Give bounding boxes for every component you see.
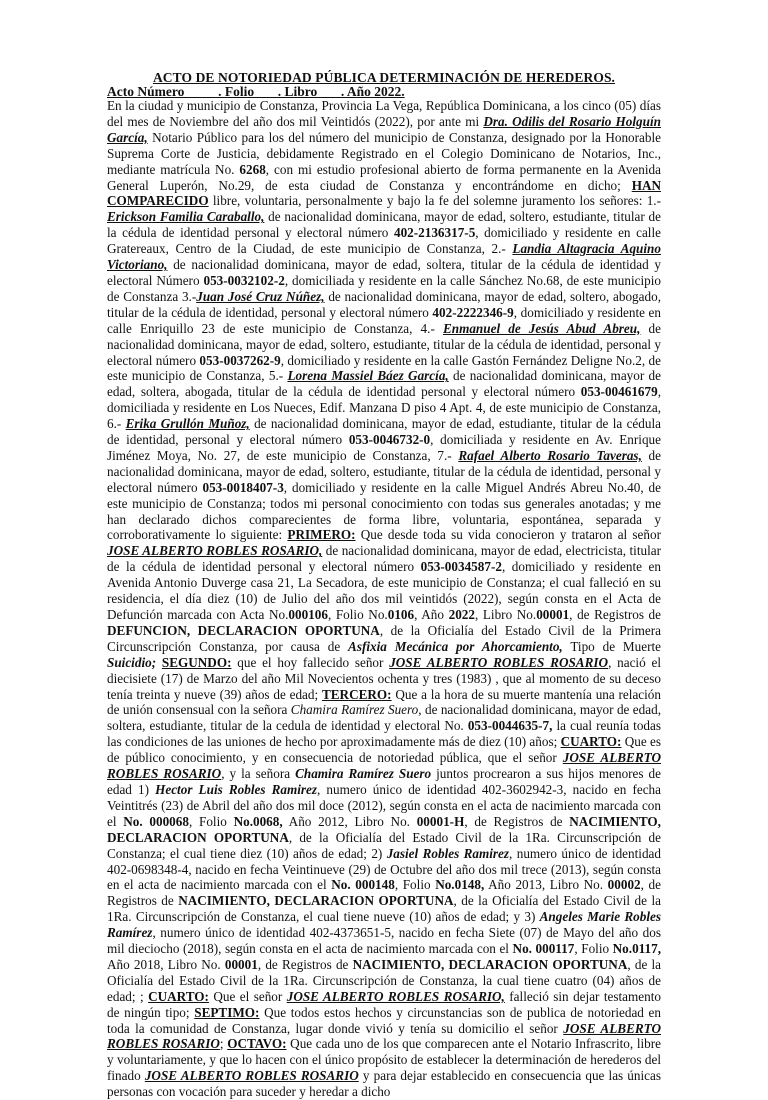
- body-segment: , domiciliada y residente en Av. Enrique Jiménez Moya, No. 27, de este municipio de Constanza, 7.-: [107, 432, 661, 463]
- body-segment: Tipo de Muerte: [562, 638, 662, 654]
- body-segment: , Libro No.: [474, 607, 537, 622]
- body-segment: , de la Oficialía del Estado Civil de la 1Ra. Circunscripción de Constanza, el cual tiene nueve (10) años de edad; y 3): [107, 893, 661, 925]
- body-segment: 2022: [448, 607, 475, 622]
- body-segment: Hector Luis Robles Ramirez: [155, 781, 318, 797]
- body-segment: En la ciudad y municipio de Constanza, Provincia La Vega, República Dominicana, a los cinco (05) días del mes de Noviembre del año dos mil Veintidós (2022), por ante mi: [107, 98, 661, 129]
- body-segment: y para dejar establecido en consecuencia que las únicas personas con vocación para suceder y heredar a dicho: [107, 1068, 661, 1100]
- body-segment: No.0148,: [435, 877, 485, 893]
- body-segment: , de la Oficialía del Estado Civil de la Primera Circunscripción Constanza, por causa de: [107, 622, 661, 654]
- body-segment: , Folio: [574, 941, 613, 957]
- body-segment: 053-0032102-2: [203, 272, 285, 288]
- body-segment: , de Registros de: [257, 956, 353, 972]
- body-segment: Lorena Massiel Báez García,: [287, 368, 449, 384]
- body-segment: Enmanuel de Jesús Abud Abreu,: [442, 320, 641, 336]
- body-segment: , nació el diecisiete (17) de Marzo del año Mil Novecientos ochenta y tres (1983) , que al momento de su deceso tenía treinta y nueve (39) años de edad;: [107, 654, 661, 702]
- body-segment: , numero único de identidad 402-3602942-3, nacido en fecha Veintitrés (23) de Abril del año dos mil doce (2012), según consta en el acta de nacimiento marcada con el: [107, 781, 661, 829]
- body-segment: Suicidio;: [107, 654, 157, 670]
- body-segment: 053-00461679: [580, 384, 658, 400]
- body-segment: 053-0018407-3: [202, 479, 284, 495]
- body-segment: juntos procrearon a sus hijos menores de edad 1): [107, 766, 661, 797]
- body-segment: libre, voluntaria, personalmente y bajo la fe del solemne juramento los señores: 1.-: [208, 193, 661, 209]
- body-segment: de nacionalidad dominicana, mayor de edad, soltera, abogada, titular de la cédula de identidad personal y electoral número: [107, 368, 661, 400]
- body-segment: , domiciliado y residente en la calle Miguel Andrés Abreu No.40, de este municipio de Constanza; todos mi personal conocimiento con todas sus generales anotadas; y me han declarado dichos comparecientes de forma libre, voluntaria, espontánea, separada y corroborativamente lo siguiente:: [107, 479, 661, 543]
- body-segment: 0106: [387, 607, 415, 622]
- document-title: ACTO DE NOTORIEDAD PÚBLICA DETERMINACIÓN DE HEREDEROS.: [152, 70, 616, 85]
- body-segment: Asfixia Mecánica por Ahorcamiento,: [348, 638, 563, 654]
- body-segment: Que a la hora de su muerte mantenía una relación de unión consensual con la señora: [107, 686, 661, 718]
- body-segment: Jasiel Robles Ramirez: [386, 845, 510, 861]
- body-segment: 402-2222346-9: [432, 304, 514, 320]
- body-segment: JOSE ALBERTO ROBLES ROSARIO,: [286, 988, 505, 1004]
- body-segment: NACIMIENTO, DECLARACION OPORTUNA: [178, 893, 454, 909]
- body-segment: 053-0034587-2: [420, 559, 502, 575]
- body-segment: Que el señor: [208, 988, 287, 1004]
- body-segment: , con mi estudio profesional abierto de forma permanente en la Avenida General Luperón, No.29, de esta ciudad de Constanza y encontrándome en dicho;: [107, 161, 661, 193]
- body-segment: No.0117,: [612, 941, 662, 957]
- body-segment: la cual reunía todas las condiciones de las uniones de hecho por aproximadamente más de diez (10) años;: [107, 718, 661, 750]
- body-segment: , domiciliado y residente en calle Enriquillo 23 de este municipio de Constanza, 4.-: [107, 304, 661, 336]
- body-segment: falleció sin dejar testamento de ningún tipo;: [107, 988, 661, 1020]
- body-segment: , domiciliado y residente en calle Gratereaux, Centro de la Ciudad, de este municipio de Constanza, 2.-: [107, 225, 661, 257]
- body-segment: OCTAVO:: [227, 1036, 287, 1052]
- body-segment: SEGUNDO:: [161, 654, 232, 670]
- body-segment: CUARTO:: [148, 988, 209, 1004]
- body-segment: , Folio No.: [327, 607, 388, 622]
- body-segment: , Año: [414, 607, 449, 622]
- body-segment: No.0068,: [233, 813, 283, 829]
- body-segment: , domiciliada y residente en la calle Sánchez No.68, de este municipio de Constanza 3.-: [107, 272, 661, 304]
- body-segment: TERCERO:: [321, 686, 392, 702]
- body-segment: de nacionalidad dominicana, mayor de edad, soltero, estudiante, titular de la cédula de identidad personal y electoral número: [107, 209, 661, 241]
- body-segment: Erika Grullón Muñoz,: [125, 416, 250, 432]
- body-segment: JOSE ALBERTO ROBLES ROSARIO: [389, 654, 609, 670]
- body-segment: 000106: [288, 607, 328, 622]
- body-segment: de nacionalidad dominicana, mayor de edad, soltera, titular de la cédula de identidad y electoral Número: [107, 257, 661, 288]
- body-segment: Que todos estos hechos y circunstancias son de publica de notoriedad en toda la comunidad de Constanza, lugar donde vivió y tenía su domicilio el señor: [107, 1004, 662, 1036]
- body-segment: , numero único de identidad 402-4373651-5, nacido en fecha Siete (07) de Mayo del año dos mil dieciocho (2018), según consta en el acta de nacimiento marcada con el: [107, 925, 661, 957]
- body-segment: NACIMIENTO, DECLARACION OPORTUNA: [352, 956, 628, 972]
- body-segment: Chamira Ramírez Suero: [290, 702, 419, 718]
- body-segment: Año 2012, Libro No.: [282, 813, 417, 829]
- body-segment: DEFUNCION, DECLARACION OPORTUNA: [107, 622, 380, 638]
- body-segment: de nacionalidad dominicana, mayor de edad, soltero, abogado, titular de la cédula de identidad, personal y electoral número: [107, 288, 661, 320]
- body-segment: , Folio: [394, 877, 436, 893]
- body-segment: 053-0046732-0: [348, 432, 431, 448]
- body-segment: Que cada uno de los que comparecen ante el Notario Infrascrito, libre y voluntariamente, y que lo hacen con el único propósito de establecer la determinación de herederos del finado: [107, 1036, 661, 1084]
- body-segment: de nacionalidad dominicana, mayor de edad, electricista, titular de la cédula de identidad personal y electoral número: [107, 543, 661, 575]
- body-segment: PRIMERO:: [287, 527, 356, 543]
- document-body: [107, 98, 661, 1100]
- body-segment: 00001: [224, 956, 258, 972]
- body-segment: SEPTIMO:: [194, 1004, 260, 1020]
- body-segment: Chamira Ramírez Suero: [295, 766, 432, 782]
- body-segment: 053-0037262-9: [199, 352, 281, 368]
- body-segment: , de la Oficialía del Estado Civil de la 1Ra. Circunscripción de Constanza; el cual tiene diez (10) años de edad; 2): [107, 829, 661, 861]
- body-segment: Landia Altagracia Aquino Victoriano,: [107, 241, 661, 273]
- body-segment: Rafael Alberto Rosario Taveras,: [458, 447, 642, 463]
- body-segment: CUARTO:: [560, 734, 622, 750]
- body-segment: 00002: [607, 877, 641, 893]
- body-segment: No. 000068: [123, 813, 189, 829]
- body-segment: Juan José Cruz Núñez,: [196, 288, 325, 304]
- body-segment: HAN COMPARECIDO: [107, 177, 661, 209]
- body-segment: 402-2136317-5: [393, 225, 476, 241]
- body-segment: 00001: [536, 607, 570, 622]
- body-segment: Año 2018, Libro No.: [107, 956, 225, 972]
- body-segment: No. 000117: [512, 941, 575, 957]
- body-segment: 00001-H: [416, 813, 465, 829]
- body-segment: Erickson Familia Caraballo,: [107, 209, 265, 225]
- body-segment: de nacionalidad dominicana, mayor de edad, estudiante, titular de la cédula de identidad, personal y electoral número: [107, 416, 661, 448]
- body-segment: , numero único de identidad 402-0698348-4, nacido en fecha Veintinueve (29) de Octubre del año dos mil trece (2013), según consta en el acta de nacimiento marcada con el: [107, 845, 662, 893]
- body-segment: JOSE ALBERTO ROBLES ROSARIO,: [107, 543, 323, 559]
- body-segment: que el hoy fallecido señor: [231, 654, 390, 670]
- body-segment: , domiciliado y residente en la calle Gastón Fernández Deligne No.2, de este municipio de Constanza, 5.-: [107, 352, 661, 384]
- body-segment: Notario Público para los del número del municipio de Constanza, designado por la Honorable Suprema Corte de Justicia, debidamente Registrado en el Colegio Dominicano de Notarios, Inc., mediante matrícula No.: [107, 129, 661, 177]
- body-segment: NACIMIENTO, DECLARACION OPORTUNA: [107, 813, 661, 845]
- body-segment: Que desde toda su vida conocieron y trataron al señor: [355, 527, 661, 543]
- body-segment: Angeles Marie Robles Ramírez: [107, 909, 662, 941]
- body-segment: , Folio: [188, 813, 234, 829]
- body-segment: Año 2013, Libro No.: [484, 877, 608, 893]
- body-segment: ;: [219, 1036, 228, 1052]
- body-segment: , de la Oficialía del Estado Civil de la 1Ra. Circunscripción de Constanza, la cual tiene cuatro (04) años de edad; ;: [107, 956, 662, 1004]
- body-segment: , de nacionalidad dominicana, mayor de edad, soltera, estudiante, titular de la cedula de identidad y electoral No.: [107, 702, 661, 734]
- body-segment: , de Registros de: [464, 813, 570, 829]
- body-segment: , de Registros de: [107, 877, 661, 909]
- acto-number-line: Acto Número . Folio . Libro . Año 2022.: [107, 84, 405, 99]
- body-segment: Dra. Odilis del Rosario Holguín García,: [107, 113, 661, 145]
- body-segment: de nacionalidad dominicana, mayor de edad, soltero, estudiante, titular de la cédula de identidad, personal y electoral número: [107, 447, 661, 495]
- body-segment: , domiciliado y residente en Avenida Antonio Duverge casa 21, La Secadora, de este municipio de Constanza; el cual falleció en su residencia, el día diez (10) de Julio del año dos mil veintidós (2022), según consta en el Acta de Defunción marcada con Acta No.: [107, 559, 661, 622]
- body-segment: No. 000148: [331, 877, 395, 893]
- body-segment: de nacionalidad dominicana, mayor de edad, soltero, estudiante, titular de la cédula de identidad, personal y electoral número: [107, 320, 661, 368]
- body-segment: JOSE ALBERTO ROBLES ROSARIO: [107, 750, 661, 782]
- body-segment: JOSE ALBERTO ROBLES ROSARIO: [107, 1020, 661, 1052]
- body-segment: , de Registros de: [569, 607, 662, 622]
- body-segment: JOSE ALBERTO ROBLES ROSARIO: [144, 1068, 359, 1084]
- body-segment: 6268: [239, 161, 266, 177]
- body-segment: , domiciliada y residente en Los Nueces, Edif. Manzana D piso 4 Apt. 4, de este municipio de Constanza, 6.-: [107, 384, 661, 432]
- body-segment: Que es de público conocimiento, y en consecuencia de notoriedad pública, que el señor: [107, 734, 662, 766]
- body-segment: 053-0044635-7,: [467, 718, 553, 734]
- body-segment: , y la señora: [221, 766, 296, 782]
